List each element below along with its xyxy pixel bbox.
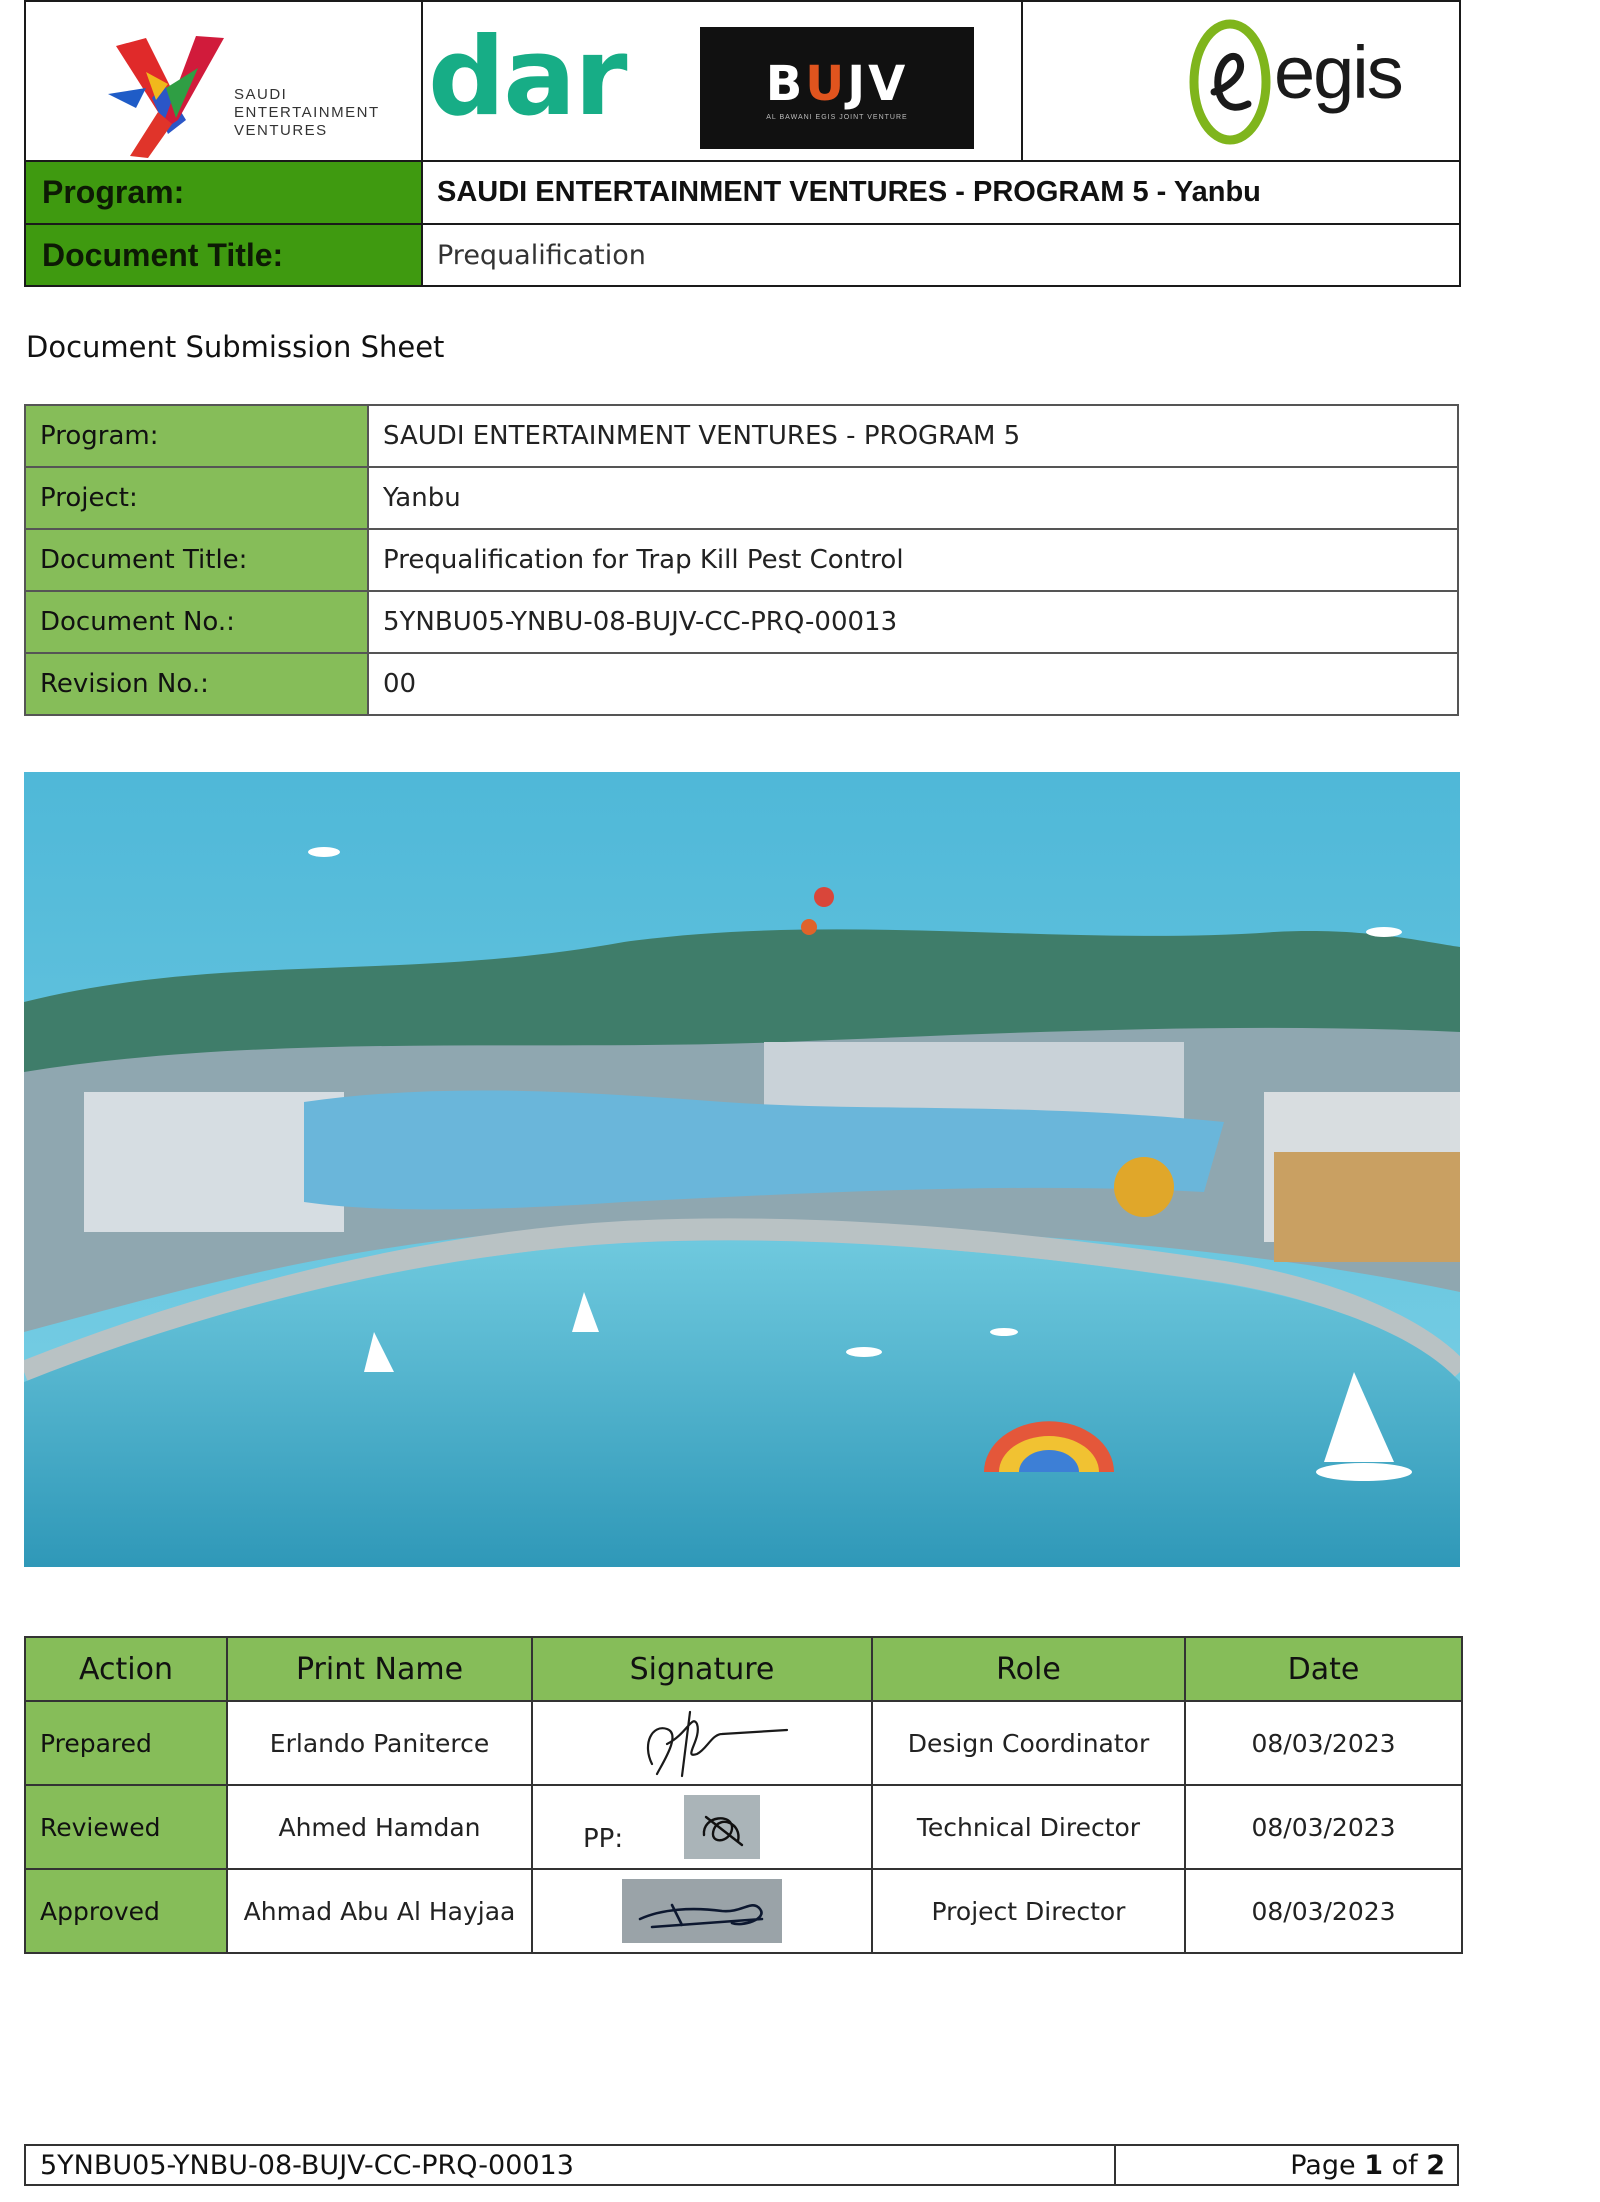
signature-reviewed	[684, 1795, 760, 1859]
header-program-value: SAUDI ENTERTAINMENT VENTURES - PROGRAM 5 - Yanbu	[437, 176, 1261, 208]
role-cell: Design Coordinator	[872, 1701, 1185, 1785]
role-cell: Project Director	[872, 1869, 1185, 1953]
signature-prepared	[612, 1704, 792, 1782]
info-label: Document No.:	[25, 591, 368, 653]
project-rendering-image	[24, 772, 1460, 1567]
header-program-label: Program:	[26, 162, 421, 223]
role-cell: Technical Director	[872, 1785, 1185, 1869]
page-word: Page	[1290, 2150, 1356, 2181]
info-label: Document Title:	[25, 529, 368, 591]
info-value: 00	[368, 653, 1458, 715]
page-current: 1	[1364, 2150, 1383, 2181]
info-row-document-title	[25, 529, 1458, 591]
page-of: of	[1391, 2150, 1418, 2181]
print-name-cell: Erlando Paniterce	[227, 1701, 532, 1785]
header-date: Date	[1185, 1637, 1462, 1701]
info-value: 5YNBU05-YNBU-08-BUJV-CC-PRQ-00013	[368, 591, 1458, 653]
info-value: Prequalification for Trap Kill Pest Control	[368, 529, 1458, 591]
signature-cell	[532, 1785, 872, 1869]
info-row-project	[25, 467, 1458, 529]
header-signature: Signature	[532, 1637, 872, 1701]
approval-row-approved	[25, 1869, 1462, 1953]
approval-header-row	[25, 1637, 1462, 1701]
page-footer	[24, 2144, 1459, 2186]
header-doc-title-label: Document Title:	[26, 225, 421, 285]
sev-logo-line-3: VENTURES	[234, 122, 328, 139]
print-name-cell: Ahmed Hamdan	[227, 1785, 532, 1869]
info-row-document-no	[25, 591, 1458, 653]
action-cell: Approved	[25, 1869, 227, 1953]
page-total: 2	[1426, 2150, 1445, 2181]
signature-cell	[532, 1869, 872, 1953]
info-label: Project:	[25, 467, 368, 529]
header-doc-title-value: Prequalification	[437, 239, 646, 271]
bujv-logo	[700, 27, 974, 149]
info-label: Program:	[25, 405, 368, 467]
approval-row-reviewed	[25, 1785, 1462, 1869]
dar-logo: dar	[428, 15, 626, 140]
submission-info-table	[24, 404, 1459, 716]
info-row-revision-no	[25, 653, 1458, 715]
date-cell: 08/03/2023	[1185, 1869, 1462, 1953]
page-number	[1290, 2150, 1445, 2181]
info-label: Revision No.:	[25, 653, 368, 715]
sev-logo-line-2: ENTERTAINMENT	[234, 104, 380, 121]
info-value: Yanbu	[368, 467, 1458, 529]
action-cell: Reviewed	[25, 1785, 227, 1869]
document-header	[24, 0, 1461, 287]
sev-logo	[106, 28, 406, 158]
egis-logo-text: egis	[1274, 31, 1402, 114]
info-value: SAUDI ENTERTAINMENT VENTURES - PROGRAM 5	[368, 405, 1458, 467]
header-role: Role	[872, 1637, 1185, 1701]
date-cell: 08/03/2023	[1185, 1785, 1462, 1869]
signature-cell	[532, 1701, 872, 1785]
bujv-logo-text: BUJV	[765, 55, 909, 112]
pp-label: PP:	[583, 1824, 624, 1854]
sev-logo-line-1: SAUDI	[234, 86, 288, 103]
date-cell: 08/03/2023	[1185, 1701, 1462, 1785]
header-print-name: Print Name	[227, 1637, 532, 1701]
signature-approved	[622, 1879, 782, 1943]
info-row-program	[25, 405, 1458, 467]
footer-document-number: 5YNBU05-YNBU-08-BUJV-CC-PRQ-00013	[40, 2150, 574, 2181]
section-title: Document Submission Sheet	[26, 330, 445, 364]
print-name-cell: Ahmad Abu Al Hayjaa	[227, 1869, 532, 1953]
approval-row-prepared	[25, 1701, 1462, 1785]
bujv-logo-tagline: AL BAWANI EGIS JOINT VENTURE	[766, 113, 908, 121]
egis-logo	[1186, 18, 1426, 148]
action-cell: Prepared	[25, 1701, 227, 1785]
header-action: Action	[25, 1637, 227, 1701]
approval-table	[24, 1636, 1463, 1954]
